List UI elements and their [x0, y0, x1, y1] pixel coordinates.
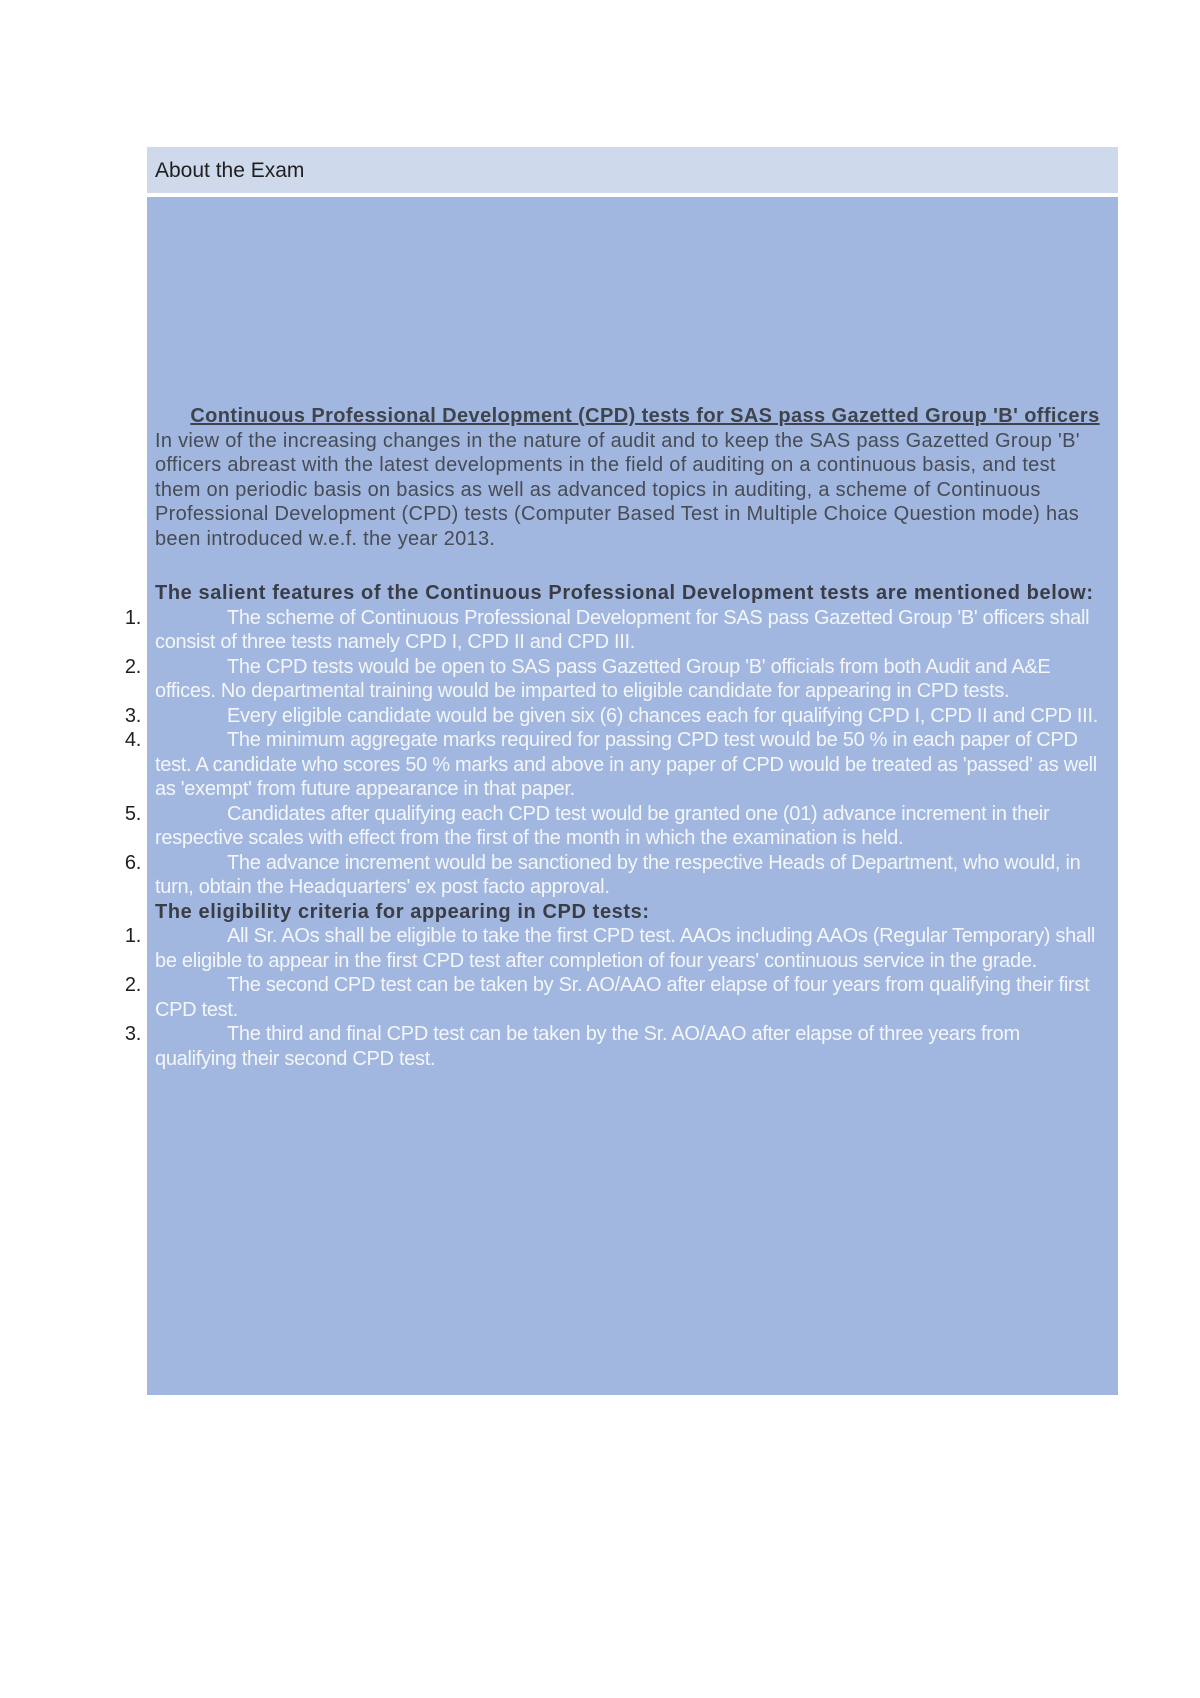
list-item-text: Candidates after qualifying each CPD test would be granted one (01) advance increment in their respective scales with effect from the first of the month in which the examination is held. [155, 802, 1050, 849]
list-item [124, 924, 1105, 973]
features-heading: The salient features of the Continuous Professional Development tests are mentioned below: [155, 582, 1094, 604]
spacer [155, 551, 1105, 581]
content-panel [124, 197, 1118, 1395]
features-list [124, 606, 1105, 900]
eligibility-list [124, 924, 1105, 1071]
list-item [124, 802, 1105, 851]
header-title: About the Exam [155, 159, 305, 182]
list-number: 5. [124, 802, 141, 825]
list-number: 2. [124, 655, 141, 678]
list-item [124, 973, 1105, 1022]
list-item-text: Every eligible candidate would be given six (6) chances each for qualifying CPD I, CPD II and CPD III. [227, 704, 1098, 727]
list-number: 3. [124, 704, 141, 727]
list-number: 6. [124, 851, 141, 874]
list-item [124, 851, 1105, 900]
list-item-text: The minimum aggregate marks required for passing CPD test would be 50 % in each paper of CPD test. A candidate who scores 50 % marks and above in any paper of CPD would be treated as 'passed' as well as 'exempt' from future appearance in that paper. [155, 729, 1097, 800]
list-item-text: The advance increment would be sanctioned by the respective Heads of Department, who would, in turn, obtain the Headquarters' ex post facto approval. [155, 851, 1081, 898]
intro-paragraph: In view of the increasing changes in the nature of audit and to keep the SAS pass Gazetted Group 'B' officers abreast with the latest developments in the field of auditing on a continuous basis, and test them on periodic basis on basics as well as advanced topics in auditing, a scheme of Continuous Professional Development (CPD) tests (Computer Based Test in Multiple Choice Question mode) has been introduced w.e.f. the year 2013. [155, 429, 1080, 550]
list-item-text: The second CPD test can be taken by Sr. AO/AAO after elapse of four years from qualifying their first CPD test. [155, 974, 1090, 1021]
list-item [124, 655, 1105, 704]
list-item-text: The CPD tests would be open to SAS pass Gazetted Group 'B' officials from both Audit and A&E offices. No departmental training would be imparted to eligible candidate for appearing in CPD tests. [155, 655, 1051, 702]
document-body [124, 404, 1105, 1071]
list-item-text: The third and final CPD test can be taken by the Sr. AO/AAO after elapse of three years from qualifying their second CPD test. [155, 1023, 1020, 1070]
eligibility-heading: The eligibility criteria for appearing in CPD tests: [155, 900, 650, 923]
exam-header-bar [147, 147, 1118, 195]
list-item [124, 728, 1105, 802]
list-number: 3. [124, 1023, 141, 1045]
list-number: 1. [124, 606, 141, 629]
list-number: 1. [124, 925, 141, 947]
list-item [124, 1022, 1105, 1071]
list-item [124, 704, 1105, 729]
list-item [124, 606, 1105, 655]
list-item-text: The scheme of Continuous Professional Development for SAS pass Gazetted Group 'B' officers shall consist of three tests namely CPD I, CPD II and CPD III. [155, 606, 1090, 653]
list-item-text: All Sr. AOs shall be eligible to take the first CPD test. AAOs including AAOs (Regular Temporary) shall be eligible to appear in the first CPD test after completion of four years' continuous service in the grade. [155, 925, 1096, 972]
list-number: 2. [124, 974, 141, 996]
document-title: Continuous Professional Development (CPD) tests for SAS pass Gazetted Group 'B' officers [190, 405, 1100, 427]
list-number: 4. [124, 729, 141, 751]
